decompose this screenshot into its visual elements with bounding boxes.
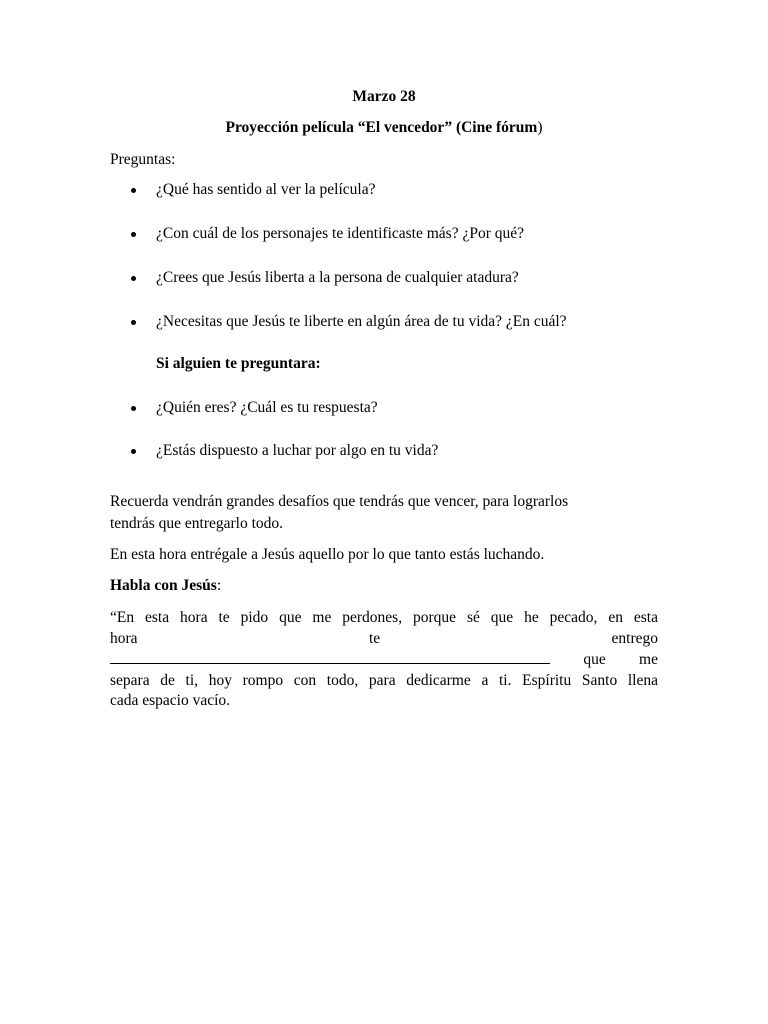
prayer-word: entrego	[611, 630, 658, 647]
prayer-line: cada espacio vacío.	[110, 692, 231, 709]
prayer-line: “En esta hora te pido que me perdones, porque sé que he pecado, en esta	[110, 609, 658, 626]
prayer-line	[110, 649, 658, 670]
prayer-word: hora	[110, 630, 138, 647]
question-item: ¿Necesitas que Jesús te liberte en algún área de tu vida? ¿En cuál?	[156, 313, 567, 330]
title-main: Proyección película “El vencedor”	[225, 119, 453, 136]
prayer-heading-text: Habla con Jesús	[110, 577, 217, 594]
prayer-word: me	[639, 651, 658, 668]
question-item: ¿Qué has sentido al ver la película?	[156, 181, 376, 198]
prayer-word: que	[583, 651, 606, 668]
document-date: Marzo 28	[352, 88, 416, 105]
question-item: ¿Quién eres? ¿Cuál es tu respuesta?	[156, 399, 378, 416]
paragraph-line: tendrás que entregarlo todo.	[110, 515, 284, 532]
bullet-icon	[131, 268, 141, 281]
fill-in-blank[interactable]	[110, 649, 550, 664]
bullet-icon	[131, 224, 141, 237]
question-item: ¿Estás dispuesto a luchar por algo en tu vida?	[156, 442, 439, 459]
prayer-line: separa de ti, hoy rompo con todo, para dedicarme a ti. Espíritu Santo llena	[110, 672, 658, 689]
bullet-icon	[131, 441, 141, 454]
document-title	[0, 118, 768, 138]
question-item: ¿Crees que Jesús liberta a la persona de cualquier atadura?	[156, 269, 519, 286]
questions-label: Preguntas:	[110, 151, 176, 168]
prayer-word: te	[368, 630, 381, 647]
bullet-icon	[131, 398, 141, 411]
title-paren-close: )	[537, 119, 543, 136]
bullet-icon	[131, 312, 141, 325]
subheading: Si alguien te preguntara:	[156, 355, 321, 372]
paragraph: En esta hora entrégale a Jesús aquello por lo que tanto estás luchando.	[110, 546, 545, 563]
prayer-heading	[110, 576, 221, 596]
question-item: ¿Con cuál de los personajes te identificaste más? ¿Por qué?	[156, 225, 524, 242]
title-paren-open: (Cine	[452, 119, 496, 136]
title-forum: fórum	[496, 119, 538, 136]
paragraph-line: Recuerda vendrán grandes desafíos que tendrás que vencer, para lograrlos	[110, 493, 569, 510]
bullet-icon	[131, 180, 141, 193]
prayer-heading-colon: :	[216, 577, 222, 594]
prayer-line	[110, 628, 658, 649]
